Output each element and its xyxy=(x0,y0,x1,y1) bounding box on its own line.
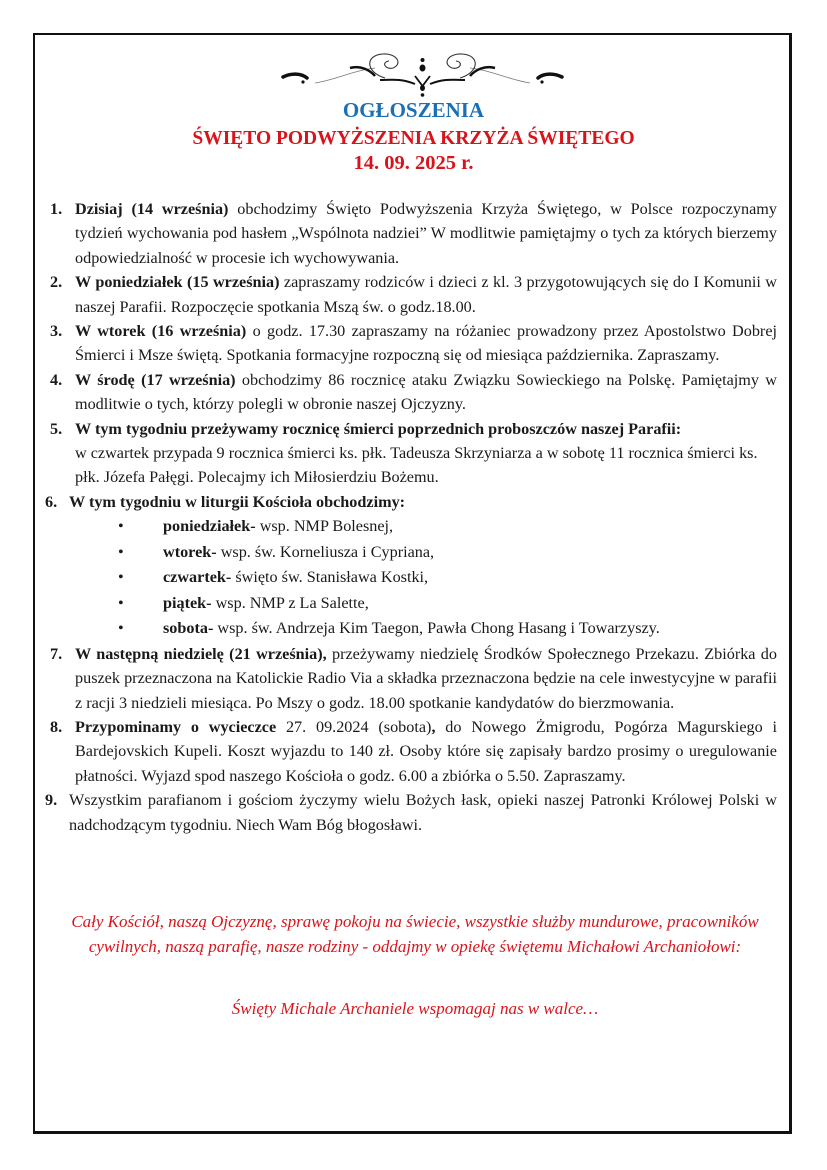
item-text: przeżywamy niedzielę Środków Społecznego Przekazu. Zbiórka do puszek przeznaczona na Katolickie Radio Via a składka przeznaczona będzie na cele inwestycyjne w parafii z racji 3 niedzieli miesiąca. Po Mszy o godz. 18.00 spotkanie kandydatów do bierzmowania. xyxy=(75,644,777,712)
item-heading: W tym tygodniu w liturgii Kościoła obchodzimy: xyxy=(69,492,406,511)
liturgy-day-saturday: • sobota- wsp. św. Andrzeja Kim Taegon, Pawła Chong Hasang i Towarzyszy. xyxy=(118,616,827,642)
item-text: w czwartek przypada 9 rocznica śmierci ks. płk. Tadeusza Skrzyniarza a w sobotę 11 rocznica śmierci ks. płk. Józefa Pałęgi. Polecajmy ich Miłosierdziu Bożemu. xyxy=(75,444,758,487)
item-heading: Dzisiaj (14 września) xyxy=(75,200,229,218)
liturgy-day-friday: • piątek- wsp. NMP z La Salette, xyxy=(118,591,827,617)
decorative-flourish-divider-icon xyxy=(225,50,620,98)
item-number: 2. xyxy=(50,273,63,292)
item-number: 7. xyxy=(50,644,63,663)
closing-invocation: Święty Michale Archaniele wspomagaj nas w walce… xyxy=(231,999,599,1018)
item-number: 5. xyxy=(50,419,63,438)
bullet-icon: • xyxy=(118,517,124,536)
closing-prayer-intro: Cały Kościół, naszą Ojczyznę, sprawę pokoju na świecie, wszystkie służby mundurowe, pracowników cywilnych, naszą parafię, nasze rodziny - oddajmy w opiekę świętemu Michałowi Archaniołowi: xyxy=(71,912,759,956)
item-heading: W wtorek (16 września) xyxy=(75,322,247,341)
page-title: OGŁOSZENIA xyxy=(342,98,485,122)
bullet-icon: • xyxy=(118,619,124,638)
item-number: 1. xyxy=(50,200,63,218)
item-text: o godz. 17.30 zapraszamy na różaniec prowadzony przez Apostolstwo Dobrej Śmierci i Msze świętą. Spotkania formacyjne rozpoczną się od miesiąca października. Zapraszamy. xyxy=(75,322,777,365)
announcement-item-5 xyxy=(0,417,777,490)
item-number: 6. xyxy=(45,492,58,511)
announcement-item-7 xyxy=(0,642,777,715)
announcement-item-8: 8. Przypominamy o wycieczce 27. 09.2024 (sobota), do Nowego Żmigrodu, Pogórza Magurskiego i Bardejovskich Kupeli. Koszt wyjazdu to 140 zł. Osoby które się zapisały bardzo prosimy o uregulowanie płatności. Wyjazd spod naszego Kościoła o godz. 6.00 a zbiórka o 5.50. Zapraszamy. xyxy=(0,715,777,788)
item-number: 9. xyxy=(45,791,58,810)
liturgy-day-tuesday: • wtorek- wsp. św. Korneliusza i Cypriana, xyxy=(118,540,827,566)
liturgy-day-monday: • poniedziałek- wsp. NMP Bolesnej, xyxy=(118,514,827,540)
announcement-date: 14. 09. 2025 r. xyxy=(353,152,474,174)
announcement-item-3 xyxy=(0,319,777,368)
item-heading: W poniedziałek (15 września) xyxy=(75,273,280,292)
feast-subtitle: ŚWIĘTO PODWYŻSZENIA KRZYŻA ŚWIĘTEGO xyxy=(192,128,635,149)
bullet-icon: • xyxy=(118,542,124,561)
item-text: obchodzimy Święto Podwyższenia Krzyża Świętego, w Polsce rozpoczynamy tydzień wychowania pod hasłem „Wspólnota nadziei” W modlitwie pamiętajmy o tych za których bierzemy odpowiedzialność w procesie ich wychowywania. xyxy=(75,200,777,267)
item-number: 8. xyxy=(50,718,63,736)
liturgy-calendar-list xyxy=(0,514,827,642)
announcements-list xyxy=(0,197,827,837)
announcement-item-9 xyxy=(0,788,777,837)
item-text: obchodzimy 86 rocznicę ataku Związku Sowieckiego na Polskę. Pamiętajmy w modlitwie o tych, którzy polegli w obronie naszej Ojczyzny. xyxy=(75,370,777,414)
trip-date: 27. 09.2024 (sobota) xyxy=(276,718,432,736)
item-number: 3. xyxy=(50,322,63,341)
item-text: Wszystkim parafianom i gościom życzymy wielu Bożych łask, opieki naszej Patronki Królowej Polski w nadchodzącym tygodniu. Niech Wam Bóg błogosławi. xyxy=(69,791,777,834)
announcement-item-2 xyxy=(0,270,777,319)
liturgy-day-thursday: • czwartek- święto św. Stanisława Kostki, xyxy=(118,565,827,591)
item-heading: Przypominamy o wycieczce xyxy=(75,718,277,736)
bullet-icon: • xyxy=(118,568,124,587)
announcement-item-1 xyxy=(0,197,777,270)
announcement-item-4 xyxy=(0,368,777,417)
item-number: 4. xyxy=(50,370,63,389)
bullet-icon: • xyxy=(118,593,124,612)
item-heading: W następną niedzielę (21 września), xyxy=(75,644,327,663)
item-heading: W środę (17 września) xyxy=(75,370,236,389)
item-text: zapraszamy rodziców i dzieci z kl. 3 przygotowujących się do I Komunii w naszej Parafii. Rozpoczęcie spotkania Mszą św. o godz.18.00. xyxy=(75,273,777,316)
item-heading: W tym tygodniu przeżywamy rocznicę śmierci poprzednich proboszczów naszej Parafii: xyxy=(75,419,682,438)
item-text: do Nowego Żmigrodu, Pogórza Magurskiego i Bardejovskich Kupeli. Koszt wyjazdu to 140 zł. Osoby które się zapisały bardzo prosimy o uregulowanie płatności. Wyjazd spod naszego Kościoła o godz. 6.00 a zbiórka o 5.50. Zapraszamy. xyxy=(75,718,777,785)
announcement-item-6 xyxy=(0,490,777,514)
